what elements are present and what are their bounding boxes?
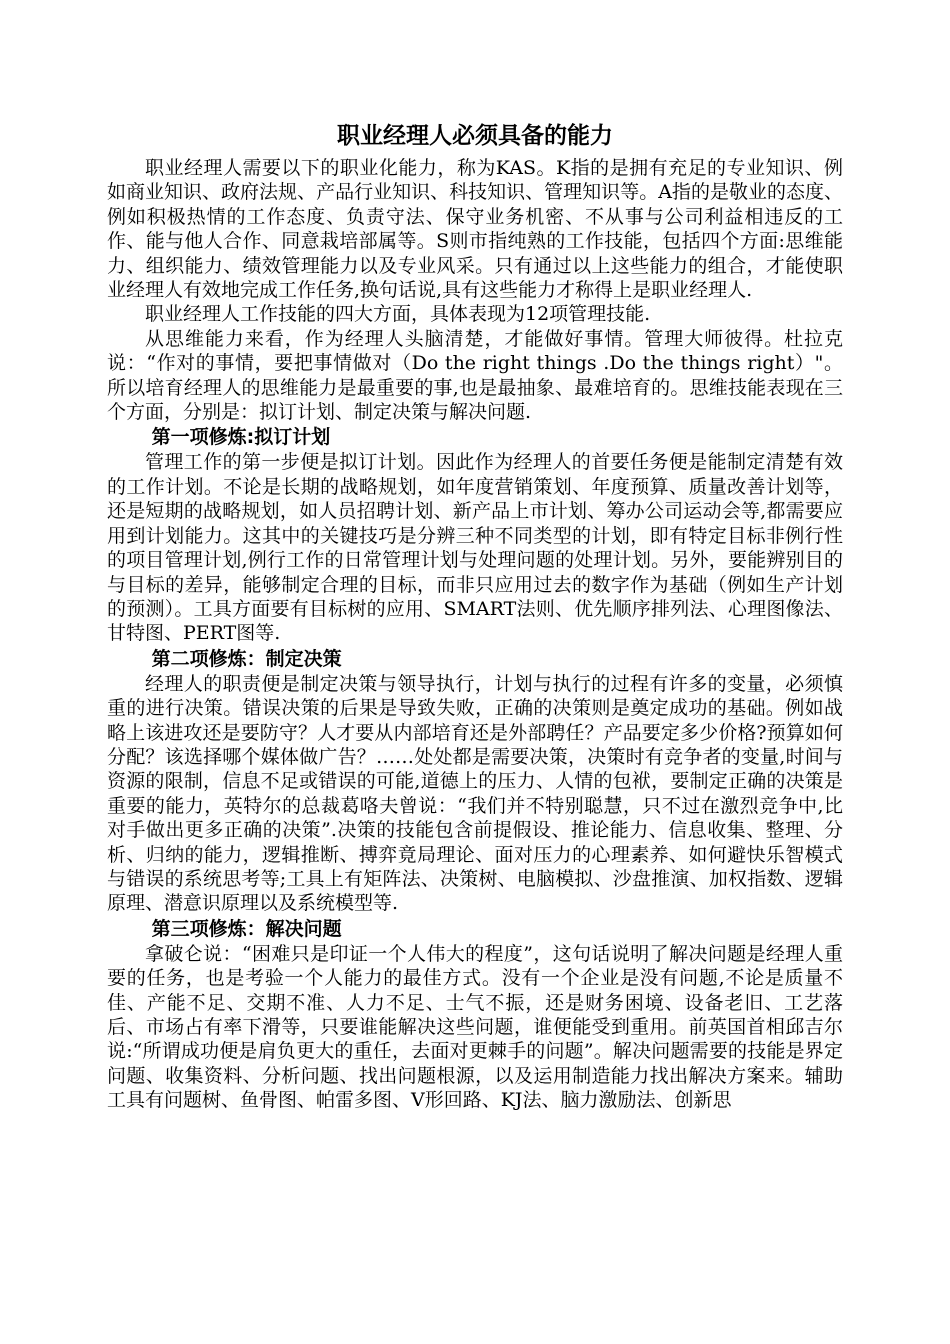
section-heading: 第一项修炼:拟订计划 xyxy=(151,426,331,449)
document-title: 职业经理人必须具备的能力 xyxy=(337,123,613,149)
section-heading: 第三项修炼：解决问题 xyxy=(151,917,342,940)
section-body: 管理工作的第一步便是拟订计划。因此作为经理人的首要任务便是能制定清楚有效的工作计划。不论是长期的战略规划，如年度营销策划、年度预算、质量改善计划等，还是短期的战略规划，如人员招聘计划、新产品上市计划、筹办公司运动会等,都需要应用到计划能力。这其中的关键技巧是分辨三种不同类型的计划，即有特定目标非例行性的项目管理计划,例行工作的日常管理计划与处理问题的处理计划。另外，要能辨别目的与目标的差异，能够制定合理的目标，而非只应用过去的数字作为基础（例如生产计划的预测）。工具方面要有目标树的应用、SMART法则、优先顺序排列法、心理图像法、甘特图、PERT图等. xyxy=(107,451,843,645)
section-body: 经理人的职责便是制定决策与领导执行，计划与执行的过程有许多的变量，必须慎重的进行决策。错误决策的后果是导致失败，正确的决策则是奠定成功的基础。例如战略上该进攻还是要防守？人才要从内部培育还是外部聘任？产品要定多少价格?预算如何分配？该选择哪个媒体做广告？……处处都是需要决策，决策时有竞争者的变量,时间与资源的限制，信息不足或错误的可能,道德上的压力、人情的包袱，要制定正确的决策是重要的能力，英特尔的总裁葛咯夫曾说：“我们并不特别聪慧，只不过在激烈竞争中,比对手做出更多正确的决策”.决策的技能包含前提假设、推论能力、信息收集、整理、分析、归纳的能力，逻辑推断、搏弈竟局理论、面对压力的心理素养、如何避快乐智模式与错误的系统思考等;工具上有矩阵法、决策树、电脑模拟、沙盘推演、加权指数、逻辑原理、潜意识原理以及系统模型等. xyxy=(107,672,843,915)
section-body: 拿破仑说：“困难只是印证一个人伟大的程度”，这句话说明了解决问题是经理人重要的任务，也是考验一个人能力的最佳方式。没有一个企业是没有问题,不论是质量不佳、产能不足、交期不准、人力不足、士气不振，还是财务困境、设备老旧、工艺落后、市场占有率下滑等，只要谁能解决这些问题，谁便能受到重用。前英国首相邱吉尔说:“所谓成功便是肩负更大的重任，去面对更棘手的问题”。解决问题需要的技能是界定问题、收集资料、分析问题、找出问题根源，以及运用制造能力找出解决方案来。辅助工具有问题树、鱼骨图、帕雷多图、V形回路、KJ法、脑力激励法、创新思 xyxy=(107,942,843,1112)
intro-paragraph: 职业经理人需要以下的职业化能力，称为KAS。K指的是拥有充足的专业知识、例如商业知识、政府法规、产品行业知识、科技知识、管理知识等。A指的是敬业的态度、例如积极热情的工作态度、负责守法、保守业务机密、不从事与公司利益相违反的工作、能与他人合作、同意栽培部属等。S则市指纯熟的工作技能，包括四个方面:思维能力、组织能力、绩效管理能力以及专业风采。只有通过以上这些能力的组合，才能使职业经理人有效地完成工作任务,换句话说,具有这些能力才称得上是职业经理人. xyxy=(107,157,843,302)
section-problem-solving xyxy=(107,916,843,1113)
section-heading: 第二项修炼：制定决策 xyxy=(151,647,342,670)
section-planning xyxy=(107,424,843,645)
intro-paragraph: 从思维能力来看，作为经理人头脑清楚，才能做好事情。管理大师彼得。杜拉克说：“作对的事情，要把事情做对（Do the right things .Do the things right）"。所以培育经理人的思维能力是最重要的事,也是最抽象、最难培育的。思维技能表现在三个方面，分别是：拟订计划、制定决策与解决问题. xyxy=(107,327,843,424)
intro-paragraph: 职业经理人工作技能的四大方面，具体表现为12项管理技能. xyxy=(145,303,651,326)
section-decision xyxy=(107,646,843,916)
